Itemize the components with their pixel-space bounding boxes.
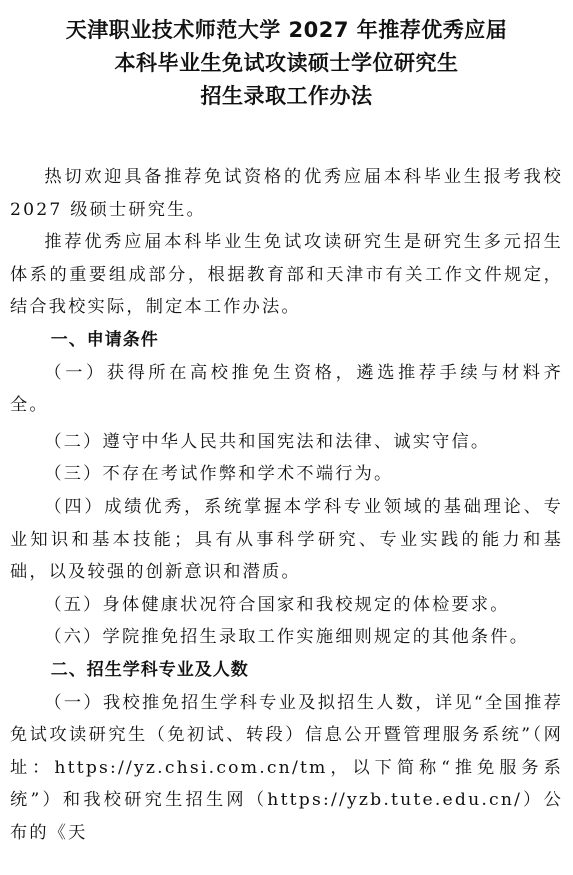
condition-item: （五）身体健康状况符合国家和我校规定的体检要求。 xyxy=(44,594,510,615)
title-line: 天津职业技术师范大学 2027 年推荐优秀应届 xyxy=(65,18,508,42)
section-heading: 一、申请条件 xyxy=(50,329,159,350)
intro-paragraph: 热切欢迎具备推荐免试资格的优秀应届本科毕业生报考我校 2027 级硕士研究生。 xyxy=(10,167,563,220)
condition-item: （一）获得所在高校推免生资格，遴选推荐手续与材料齐全。 xyxy=(10,362,563,416)
section-heading: 二、招生学科专业及人数 xyxy=(50,659,249,680)
condition-item: （三）不存在考试作弊和学术不端行为。 xyxy=(44,464,394,485)
document-title xyxy=(0,0,573,113)
document-body xyxy=(10,161,563,849)
title-line: 本科毕业生免试攻读硕士学位研究生 xyxy=(114,51,459,75)
condition-item: （四）成绩优秀，系统掌握本学科专业领域的基础理论、专业知识和基本技能；具有从事科学研究、专业实践的能力和基础，以及较强的创新意识和潜质。 xyxy=(10,496,563,583)
intro-paragraph: 推荐优秀应届本科毕业生免试攻读研究生是研究生多元招生体系的重要组成部分，根据教育部和天津市有关工作文件规定，结合我校实际，制定本工作办法。 xyxy=(10,232,563,318)
title-line: 招生录取工作办法 xyxy=(200,84,373,108)
program-item: （一）我校推免招生学科专业及拟招生人数，详见“全国推荐免试攻读研究生（免初试、转段）信息公开暨管理服务系统”（网址：https://yz.chsi.com.cn/tm，以下简称“推免服务系统”）和我校研究生招生网（https://yzb.tute.edu.cn/）公布的《天 xyxy=(10,692,563,843)
condition-item: （二）遵守中华人民共和国宪法和法律、诚实守信。 xyxy=(44,431,491,452)
condition-item: （六）学院推免招生录取工作实施细则规定的其他条件。 xyxy=(44,627,530,648)
